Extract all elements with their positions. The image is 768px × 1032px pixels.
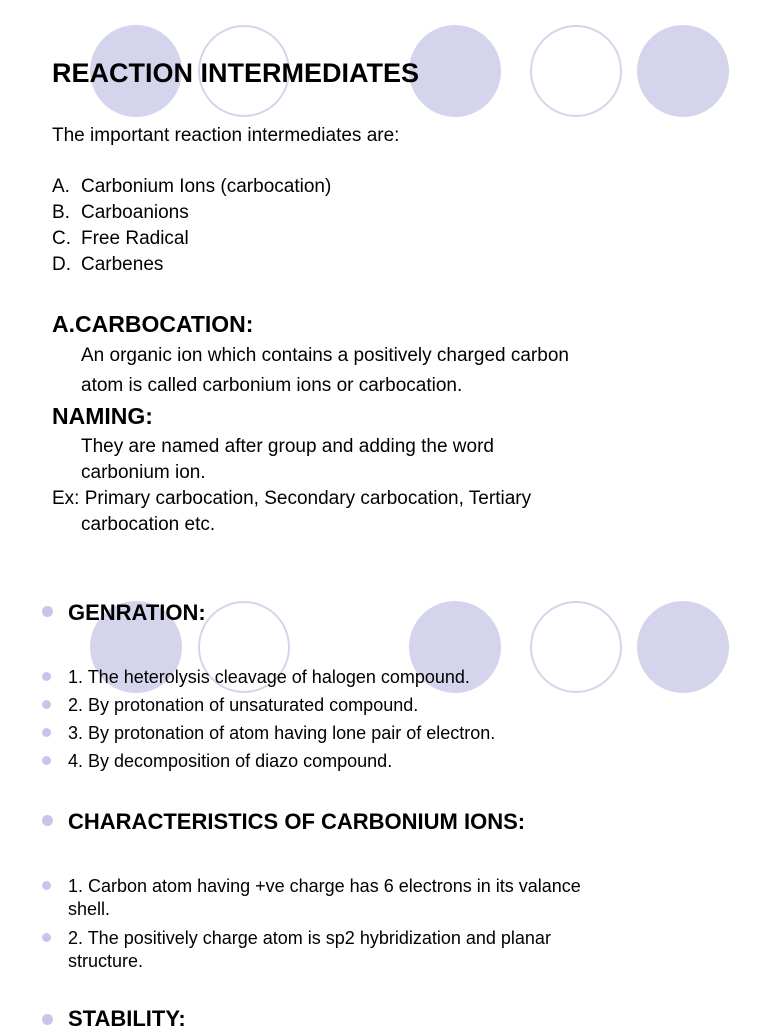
list-item-letter: C. bbox=[52, 228, 71, 249]
characteristics-item-line2: structure. bbox=[68, 951, 144, 971]
stability-heading: STABILITY: bbox=[68, 1006, 186, 1031]
list-item-text: Carbenes bbox=[81, 254, 164, 275]
generation-item: 2. By protonation of unsaturated compound. bbox=[68, 695, 419, 715]
bullet-icon bbox=[42, 1014, 53, 1025]
decor-circle-outline bbox=[530, 601, 622, 693]
decor-circle-filled bbox=[637, 601, 729, 693]
list-item-letter: D. bbox=[52, 254, 71, 275]
list-item bbox=[52, 202, 189, 224]
intro-text: The important reaction intermediates are: bbox=[52, 125, 400, 146]
characteristics-item-line1: 1. Carbon atom having +ve charge has 6 electrons in its valance bbox=[68, 876, 581, 896]
characteristics-item-line1: 2. The positively charge atom is sp2 hybridization and planar bbox=[68, 928, 551, 948]
bullet-icon bbox=[42, 756, 51, 765]
list-item bbox=[52, 228, 189, 250]
bullet-icon bbox=[42, 728, 51, 737]
generation-heading: GENRATION: bbox=[68, 600, 206, 625]
decor-circle-outline bbox=[530, 25, 622, 117]
bullet-icon bbox=[42, 700, 51, 709]
characteristics-heading: CHARACTERISTICS OF CARBONIUM IONS: bbox=[68, 809, 526, 834]
list-item-letter: A. bbox=[52, 176, 70, 197]
bullet-icon bbox=[42, 933, 51, 942]
list-item bbox=[52, 176, 331, 198]
decor-circle-filled bbox=[409, 25, 501, 117]
list-item bbox=[52, 254, 163, 276]
example-text-line2: carbocation etc. bbox=[81, 514, 216, 535]
carbocation-definition-line1: An organic ion which contains a positively charged carbon bbox=[81, 345, 569, 366]
bullet-icon bbox=[42, 815, 53, 826]
carbocation-heading: A.CARBOCATION: bbox=[52, 311, 254, 337]
bullet-icon bbox=[42, 606, 53, 617]
generation-item: 3. By protonation of atom having lone pair of electron. bbox=[68, 723, 496, 743]
list-item-letter: B. bbox=[52, 202, 70, 223]
naming-text-line1: They are named after group and adding the word bbox=[81, 436, 494, 457]
list-item-text: Carboanions bbox=[81, 202, 189, 223]
naming-text-line2: carbonium ion. bbox=[81, 462, 206, 483]
decor-circle-filled bbox=[637, 25, 729, 117]
list-item-text: Carbonium Ions (carbocation) bbox=[81, 176, 332, 197]
carbocation-definition-line2: atom is called carbonium ions or carbocation. bbox=[81, 375, 463, 396]
bullet-icon bbox=[42, 881, 51, 890]
bullet-icon bbox=[42, 672, 51, 681]
characteristics-item-line2: shell. bbox=[68, 899, 111, 919]
page-title: REACTION INTERMEDIATES bbox=[52, 58, 420, 88]
naming-heading: NAMING: bbox=[52, 403, 153, 429]
list-item-text: Free Radical bbox=[81, 228, 189, 249]
generation-item: 4. By decomposition of diazo compound. bbox=[68, 751, 393, 771]
example-text-line1: Ex: Primary carbocation, Secondary carbocation, Tertiary bbox=[52, 488, 532, 509]
generation-item: 1. The heterolysis cleavage of halogen compound. bbox=[68, 667, 470, 687]
